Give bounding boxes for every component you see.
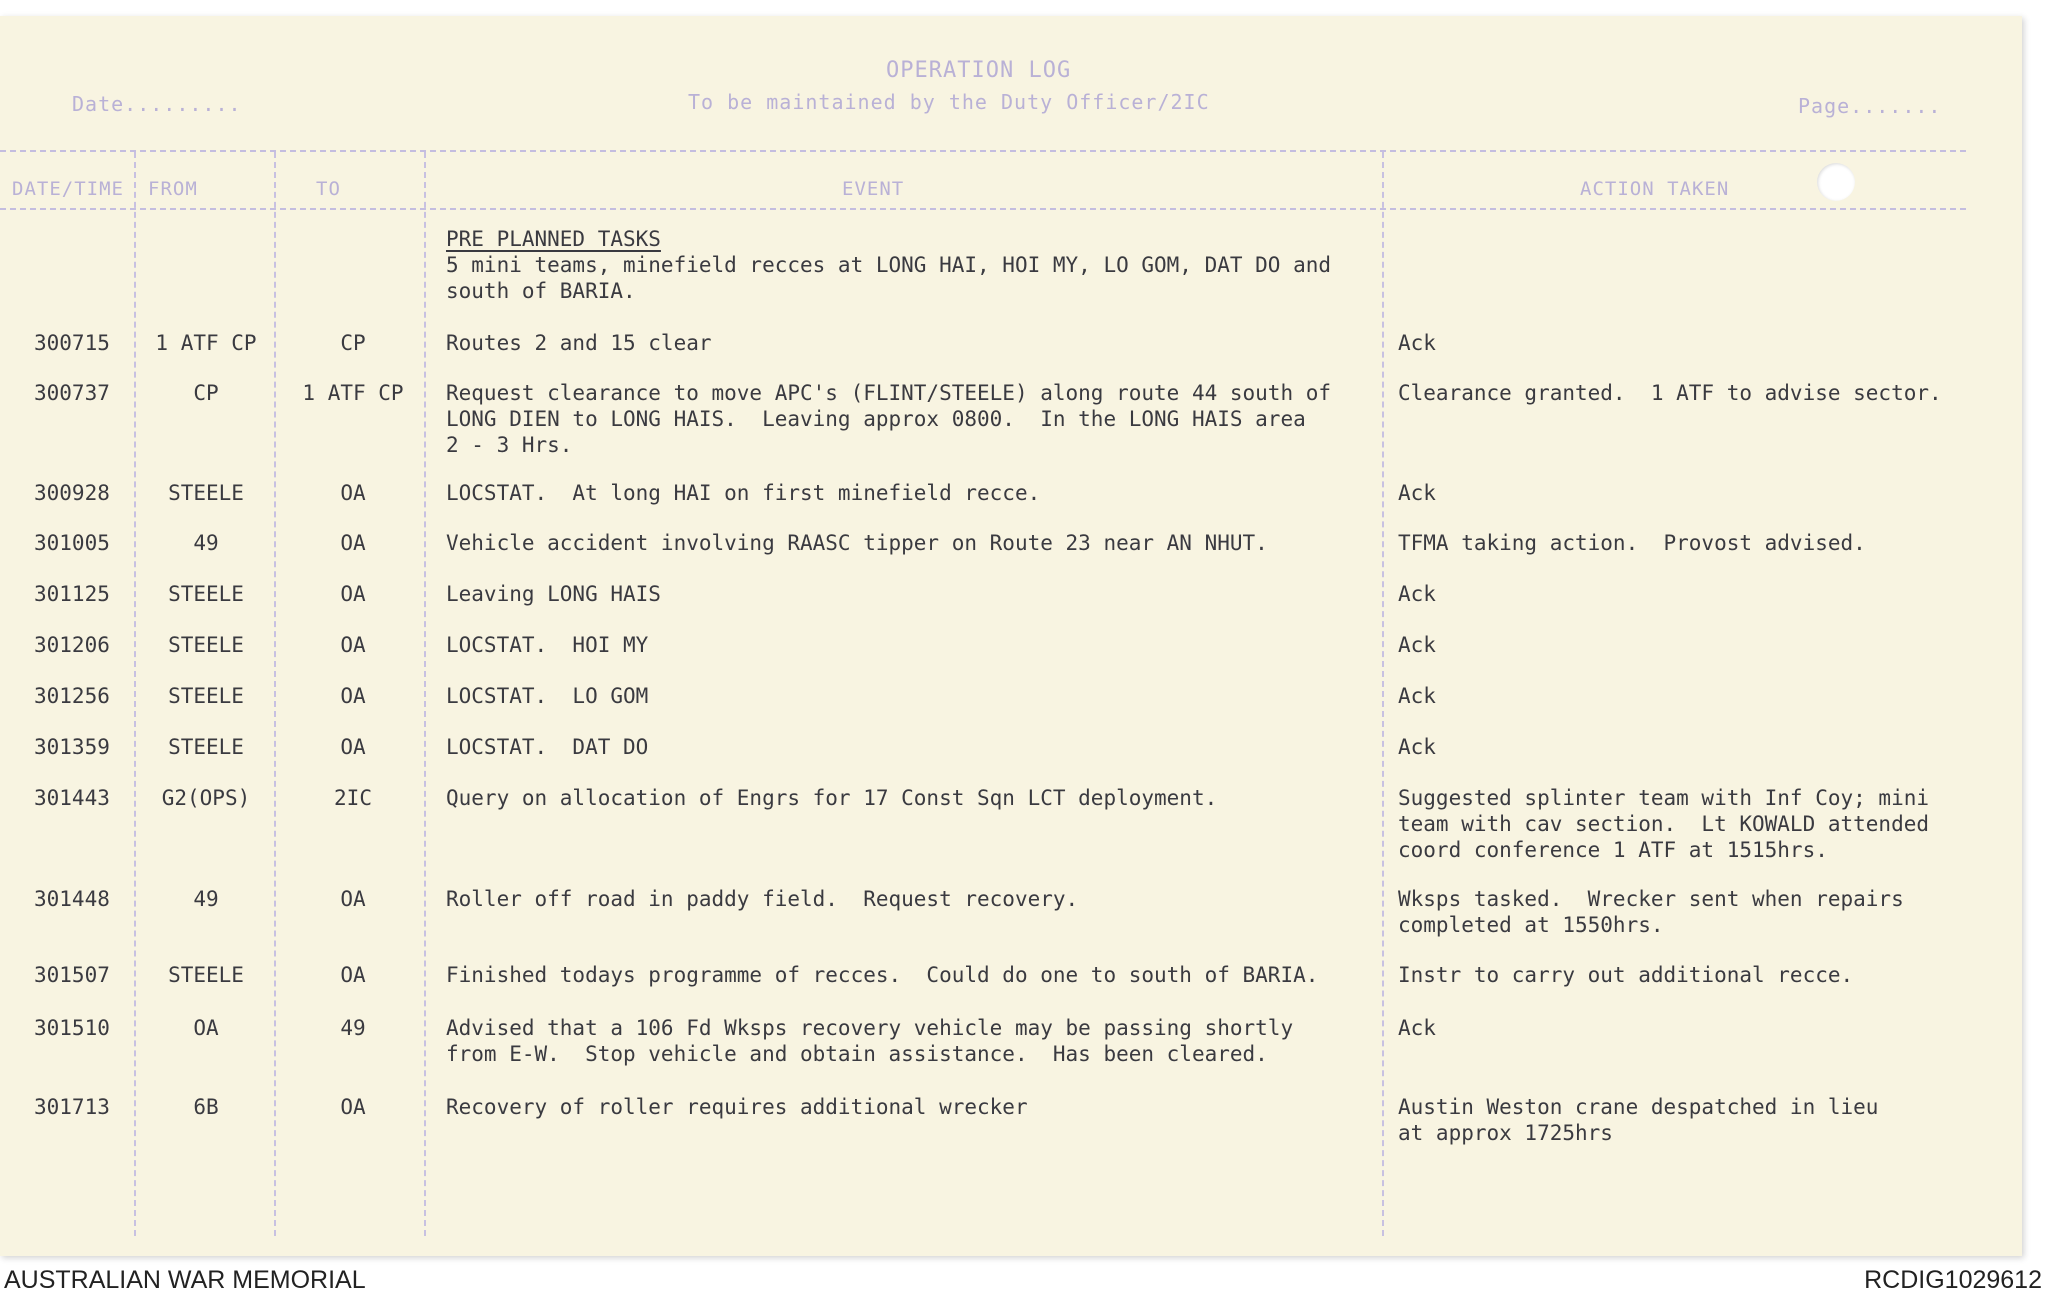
entry-datetime: 300715 (34, 331, 110, 355)
entry-from: CP (193, 381, 219, 405)
entry-datetime: 300928 (34, 481, 110, 505)
entry-datetime: 301713 (34, 1095, 110, 1119)
entry-datetime: 301443 (34, 786, 110, 810)
entry-action: Ack (1398, 331, 1436, 355)
entry-action: Ack (1398, 684, 1436, 708)
preplanned-text: 5 mini teams, minefield recces at LONG HAI, HOI MY, LO GOM, DAT DO and south of BARIA. (446, 253, 1332, 303)
column-divider (274, 152, 276, 1236)
entry-to: OA (340, 1095, 366, 1119)
entry-to: 49 (340, 1016, 366, 1040)
entry-event: LOCSTAT. HOI MY (446, 633, 649, 657)
form-subtitle: To be maintained by the Duty Officer/2IC (688, 90, 1210, 114)
footer-archive-label: AUSTRALIAN WAR MEMORIAL (4, 1266, 366, 1294)
entry-event: LOCSTAT. LO GOM (446, 684, 649, 708)
entry-to: OA (340, 887, 366, 911)
entry-to: OA (340, 684, 366, 708)
entry-action: Austin Weston crane despatched in lieu at approx 1725hrs (1398, 1095, 1879, 1145)
document-sheet (0, 16, 2022, 1256)
entry-from: G2(OPS) (161, 786, 251, 810)
entry-event: Recovery of roller requires additional wrecker (446, 1095, 1028, 1119)
entry-datetime: 301125 (34, 582, 110, 606)
preplanned-heading: PRE PLANNED TASKS (446, 227, 661, 251)
entry-from: 49 (193, 887, 219, 911)
form-title: OPERATION LOG (886, 58, 1072, 83)
entry-event: Finished todays programme of recces. Could do one to south of BARIA. (446, 963, 1319, 987)
entry-action: Ack (1398, 1016, 1436, 1040)
entry-to: OA (340, 735, 366, 759)
entry-from: STEELE (168, 481, 244, 505)
entry-datetime: 301507 (34, 963, 110, 987)
entry-action: Ack (1398, 481, 1436, 505)
entry-event: LOCSTAT. At long HAI on first minefield recce. (446, 481, 1041, 505)
entry-datetime: 301206 (34, 633, 110, 657)
entry-to: OA (340, 963, 366, 987)
entry-event: Query on allocation of Engrs for 17 Const Sqn LCT deployment. (446, 786, 1218, 810)
entry-action: Instr to carry out additional recce. (1398, 963, 1854, 987)
entry-event: Vehicle accident involving RAASC tipper on Route 23 near AN NHUT. (446, 531, 1268, 555)
entry-from: STEELE (168, 582, 244, 606)
column-header-event: EVENT (842, 178, 905, 200)
entry-action: Ack (1398, 735, 1436, 759)
entry-from: STEELE (168, 735, 244, 759)
date-field-label: Date......... (72, 92, 242, 116)
entry-from: OA (193, 1016, 219, 1040)
column-header-datetime: DATE/TIME (12, 178, 124, 200)
page-field-label: Page....... (1798, 94, 1942, 118)
entry-action: Wksps tasked. Wrecker sent when repairs completed at 1550hrs. (1398, 887, 1904, 937)
entry-from: 6B (193, 1095, 219, 1119)
entry-to: 1 ATF CP (302, 381, 404, 405)
entry-to: CP (340, 331, 366, 355)
entry-event: Routes 2 and 15 clear (446, 331, 712, 355)
entry-to: OA (340, 633, 366, 657)
column-header-action: ACTION TAKEN (1580, 178, 1730, 200)
entry-event: Advised that a 106 Fd Wksps recovery vehicle may be passing shortly from E-W. Stop vehicle and obtain assistance. Has been cleared. (446, 1016, 1294, 1066)
entry-from: STEELE (168, 963, 244, 987)
entry-action: Clearance granted. 1 ATF to advise sector. (1398, 381, 1942, 405)
entry-datetime: 301359 (34, 735, 110, 759)
entry-datetime: 300737 (34, 381, 110, 405)
entry-action: TFMA taking action. Provost advised. (1398, 531, 1866, 555)
entry-datetime: 301256 (34, 684, 110, 708)
punch-hole (1817, 163, 1855, 201)
entry-datetime: 301448 (34, 887, 110, 911)
column-header-from: FROM (148, 178, 198, 200)
entry-to: OA (340, 582, 366, 606)
entry-event: Leaving LONG HAIS (446, 582, 661, 606)
entry-datetime: 301510 (34, 1016, 110, 1040)
entry-to: OA (340, 481, 366, 505)
entry-from: STEELE (168, 633, 244, 657)
entry-event: Request clearance to move APC's (FLINT/STEELE) along route 44 south of LONG DIEN to LONG HAIS. Leaving approx 0800. In the LONG HAIS area 2 - 3 Hrs. (446, 381, 1332, 457)
column-divider (134, 152, 136, 1236)
header-rule-top (0, 150, 1966, 152)
entry-action: Ack (1398, 582, 1436, 606)
entry-from: 49 (193, 531, 219, 555)
entry-to: 2IC (334, 786, 372, 810)
entry-action: Suggested splinter team with Inf Coy; mini team with cav section. Lt KOWALD attended coord conference 1 ATF at 1515hrs. (1398, 786, 1930, 862)
entry-from: STEELE (168, 684, 244, 708)
column-header-to: TO (316, 178, 341, 200)
entry-to: OA (340, 531, 366, 555)
footer-reference-id: RCDIG1029612 (1864, 1266, 2042, 1294)
entry-action: Ack (1398, 633, 1436, 657)
entry-from: 1 ATF CP (155, 331, 257, 355)
entry-event: LOCSTAT. DAT DO (446, 735, 649, 759)
entry-datetime: 301005 (34, 531, 110, 555)
entry-event: Roller off road in paddy field. Request recovery. (446, 887, 1079, 911)
header-rule-bottom (0, 208, 1966, 210)
